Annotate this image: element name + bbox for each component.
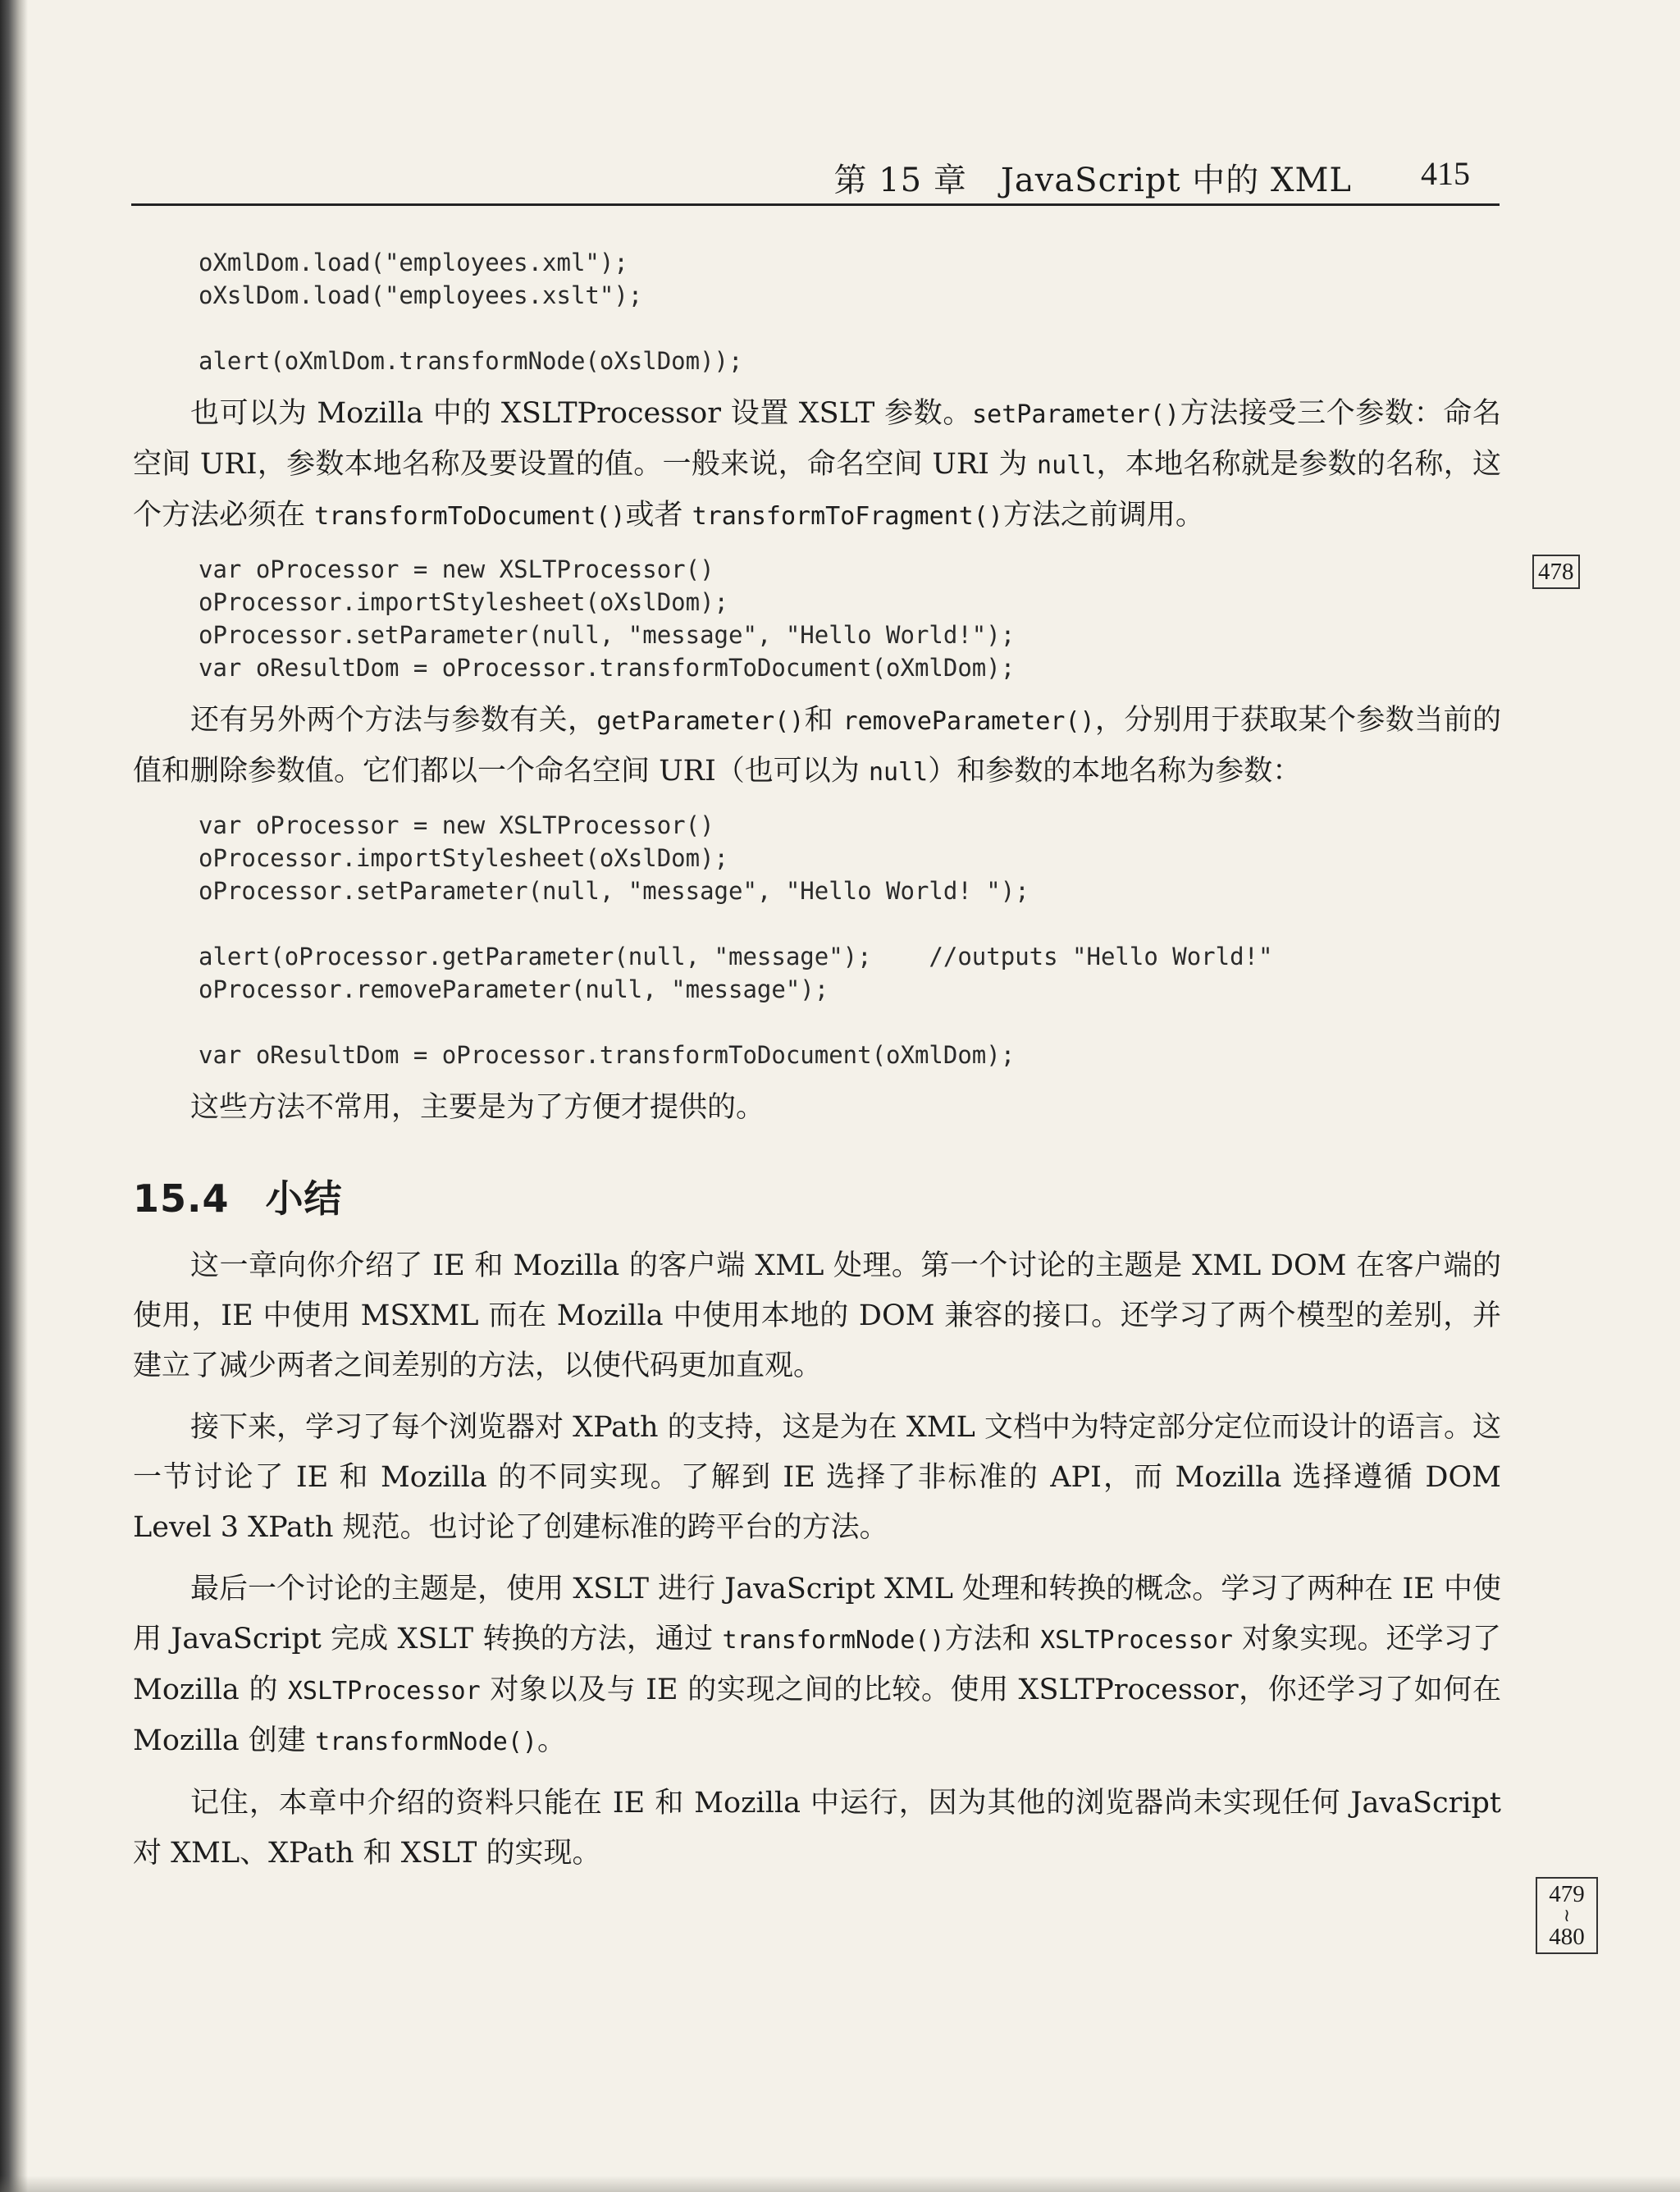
- text-run: ）和参数的本地名称为参数：: [928, 755, 1302, 788]
- code-line: var oProcessor = new XSLTProcessor(): [199, 555, 714, 583]
- paragraph-get-remove-parameter: [133, 696, 1501, 797]
- code-blank-line: [199, 312, 1501, 345]
- paragraph-summary-dom: 这一章向你介绍了 IE 和 Mozilla 的客户端 XML 处理。第一个讨论的主题是 XML DOM 在客户端的使用，IE 中使用 MSXML 而在 Mozilla 中使用本地的 DOM 兼容的接口。还学习了两个模型的差别，并建立了减少两者之间差别的方法，以使代码更加直观。: [133, 1249, 1501, 1382]
- code-block-get-remove-parameter: [199, 809, 1501, 1071]
- page-body: [133, 246, 1501, 1890]
- paragraph-setparameter: [133, 389, 1501, 541]
- running-header: [131, 154, 1500, 197]
- inline-code: XSLTProcessor: [1040, 1626, 1233, 1655]
- marker-start: 479: [1549, 1881, 1585, 1907]
- code-line: alert(oProcessor.getParameter(null, "message"); //outputs "Hello World!": [199, 943, 1273, 970]
- inline-code: transformToFragment(): [692, 502, 1003, 531]
- paragraph-summary-xslt: [133, 1564, 1501, 1767]
- code-line: oProcessor.setParameter(null, "message", "Hello World!");: [199, 621, 1016, 649]
- paragraph-summary-browsers: 记住，本章中介绍的资料只能在 IE 和 Mozilla 中运行，因为其他的浏览器尚未实现任何 JavaScript 对 XML、XPath 和 XSLT 的实现。: [133, 1787, 1501, 1870]
- text-run: 也可以为 Mozilla 中的 XSLTProcessor 设置 XSLT 参数。: [190, 397, 973, 430]
- text-run: ，分别用于获取某个参数当前的值和删除参数值。它们都以一个命名空间 URI（也可以为: [133, 704, 1501, 788]
- inline-code: XSLTProcessor: [287, 1677, 481, 1706]
- inline-code: getParameter(): [596, 707, 805, 736]
- text-run: 方法之前调用。: [1002, 499, 1204, 532]
- text-run: 最后一个讨论的主题是，使用 XSLT 进行 JavaScript XML 处理和转换的概念。学习了两种在 IE 中使用 JavaScript 完成 XSLT 转换的方法，通过: [133, 1573, 1501, 1655]
- inline-code: null: [1037, 451, 1097, 480]
- code-line: var oProcessor = new XSLTProcessor(): [199, 811, 714, 839]
- header-rule: [131, 203, 1500, 206]
- inline-code: transformToDocument(): [314, 502, 626, 531]
- inline-code: removeParameter(): [842, 707, 1095, 736]
- section-number: 15.4: [133, 1176, 230, 1221]
- code-line: var oResultDom = oProcessor.transformToDocument(oXmlDom);: [199, 1041, 1016, 1069]
- section-title-text: 小结: [265, 1176, 343, 1221]
- code-line: alert(oXmlDom.transformNode(oXslDom));: [199, 347, 743, 375]
- text-run: 方法和: [944, 1623, 1041, 1655]
- code-line: var oResultDom = oProcessor.transformToDocument(oXmlDom);: [199, 654, 1016, 682]
- text-run: 或者: [625, 499, 692, 532]
- code-line: oProcessor.removeParameter(null, "message");: [199, 975, 829, 1003]
- original-page-marker-479-480: [1536, 1877, 1598, 1954]
- text-run: 和: [804, 704, 843, 737]
- page-number: 415: [1421, 155, 1470, 192]
- text-run: ，本地名称就是参数的名称，这个方法必须在: [133, 448, 1501, 532]
- marker-separator: ≀: [1563, 1905, 1571, 1925]
- text-run: 还有另外两个方法与参数有关，: [190, 704, 597, 737]
- code-line: oXslDom.load("employees.xslt");: [199, 281, 643, 309]
- text-run: 对象实现。还学习了 Mozilla 的: [133, 1623, 1501, 1706]
- book-spine-shadow: [0, 0, 28, 2192]
- inline-code: transformNode(): [315, 1728, 537, 1756]
- marker-end: 480: [1549, 1924, 1585, 1950]
- paragraph-rarely-used: 这些方法不常用，主要是为了方便才提供的。: [190, 1091, 765, 1124]
- inline-code: transformNode(): [722, 1626, 945, 1655]
- inline-code: setParameter(): [972, 400, 1180, 429]
- code-line: oXmlDom.load("employees.xml");: [199, 249, 628, 276]
- code-blank-line: [199, 1006, 1501, 1039]
- text-run: 对象以及与 IE 的实现之间的比较。使用 XSLTProcessor，你还学习了如何在 Mozilla 创建: [133, 1674, 1501, 1757]
- code-blank-line: [199, 907, 1501, 940]
- code-line: oProcessor.importStylesheet(oXslDom);: [199, 588, 729, 616]
- chapter-title: 第 15 章 JavaScript 中的 XML: [833, 162, 1352, 199]
- paragraph-summary-xpath: 接下来，学习了每个浏览器对 XPath 的支持，这是为在 XML 文档中为特定部分定位而设计的语言。这一节讨论了 IE 和 Mozilla 的不同实现。了解到 IE 选择了非标准的 API，而 Mozilla 选择遵循 DOM Level 3 XPath 规范。也讨论了创建标准的跨平台的方法。: [133, 1411, 1501, 1544]
- text-run: 方法接受三个参数：命名空间 URI，参数本地名称及要设置的值。一般来说，命名空间 URI 为: [133, 397, 1501, 481]
- code-block-setparameter: [199, 553, 1501, 684]
- text-run: 。: [537, 1724, 567, 1757]
- page-bottom-shadow: [0, 2176, 1680, 2192]
- code-block-transform: [199, 246, 1501, 377]
- code-line: oProcessor.importStylesheet(oXslDom);: [199, 844, 729, 872]
- inline-code: null: [868, 758, 929, 787]
- section-heading: [133, 1169, 1501, 1223]
- code-line: oProcessor.setParameter(null, "message", "Hello World! ");: [199, 877, 1029, 905]
- original-page-marker-478: 478: [1532, 555, 1580, 589]
